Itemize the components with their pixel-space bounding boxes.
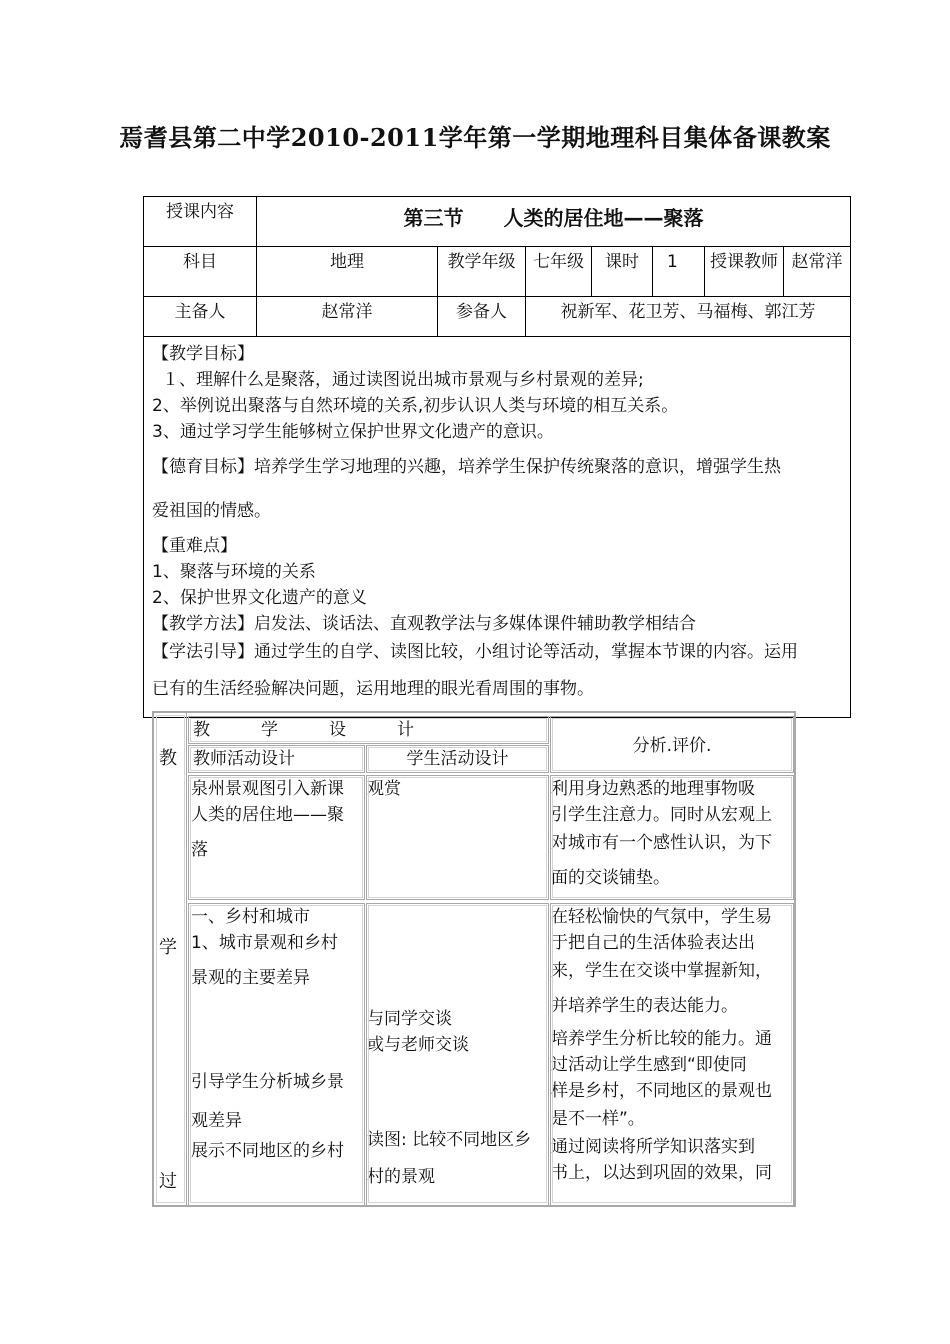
row2-student-line: 与同学交谈 [367,1009,452,1029]
row1-analysis-line: 对城市有一个感性认识，为下 [551,833,772,853]
side-char-process: 过 [159,1171,177,1192]
analysis-header: 分析.评价. [550,716,794,773]
row2-teacher-line: 展示不同地区的乡村 [191,1141,344,1161]
row1-student-line: 观赏 [367,779,401,799]
row1-teacher-line: 落 [191,840,208,860]
spacer [191,1000,364,1060]
period-label: 课时 [592,247,653,297]
study-guide-line-1: 【学法引导】通过学生的自学、读图比较，小组讨论等活动，掌握本节课的内容。运用 [152,642,798,662]
key-heading: 【重难点】 [152,536,237,556]
goal-1: １、理解什么是聚落，通过读图说出城市景观与乡村景观的差异; [162,370,644,390]
participants-label: 参备人 [438,297,526,337]
side-char-teach: 教 [159,748,177,769]
row1-analysis [550,775,794,900]
row2-teacher-line: 观差异 [191,1111,242,1131]
key-1: 1、聚落与环境的关系 [152,562,316,582]
row2-student [366,903,549,1205]
lesson-subject: 第三节 人类的居住地——聚落 [257,197,851,247]
row2-teacher-line: 一、乡村和城市 [191,907,310,927]
goal-2: 2、举例说出聚落与自然环境的关系,初步认识人类与环境的相互关系。 [152,396,679,416]
row2-teacher [188,903,365,1205]
grade-label: 教学年级 [438,247,526,297]
objectives-cell [144,337,851,718]
row2-student-line: 或与老师交谈 [367,1035,469,1055]
goal-3: 3、通过学习学生能够树立保护世界文化遗产的意识。 [152,422,554,442]
row1-analysis-line: 利用身边熟悉的地理事物吸 [551,779,755,799]
period-value: 1 [653,247,705,297]
row2-student-line: 读图: 比较不同地区乡 [367,1130,532,1150]
row2-analysis-line: 并培养学生的表达能力。 [551,996,738,1016]
goals-heading: 【教学目标】 [152,344,254,364]
row1-teacher-line: 人类的居住地——聚 [191,805,344,825]
row1-teacher-line: 泉州景观图引入新课 [191,779,344,799]
teacher-label: 授课教师 [705,247,784,297]
teacher-value: 赵常洋 [784,247,851,297]
row2-analysis-line: 通过阅读将所学知识落实到 [551,1137,755,1157]
design-header: 教 学 设 计 [188,716,549,744]
lead-label: 主备人 [144,297,257,337]
teaching-method: 【教学方法】启发法、谈话法、直观教学法与多媒体课件辅助教学相结合 [152,614,696,634]
row2-analysis-line: 过活动让学生感到“即使同 [551,1055,747,1075]
row2-analysis-line: 是不一样”。 [551,1109,645,1129]
row1-analysis-line: 面的交谈铺垫。 [551,868,670,888]
key-2: 2、保护世界文化遗产的意义 [152,588,367,608]
row2-analysis-line: 培养学生分析比较的能力。通 [551,1029,772,1049]
row2-teacher-line: 引导学生分析城乡景 [191,1072,344,1092]
row1-analysis-line: 引学生注意力。同时从宏观上 [551,805,772,825]
row2-analysis-line: 于把自己的生活体验表达出 [551,933,755,953]
subject-value: 地理 [257,247,438,297]
moral-line-2: 爱祖国的情感。 [152,501,271,521]
spacer [367,904,548,1006]
row2-analysis-line: 在轻松愉快的气氛中，学生易 [551,907,772,927]
row2-analysis-line: 样是乡村，不同地区的景观也 [551,1081,772,1101]
teacher-activity-header: 教师活动设计 [188,745,365,773]
subject-label: 科目 [144,247,257,297]
row2-analysis [550,903,794,1205]
document-title: 焉耆县第二中学2010-2011学年第一学期地理科目集体备课教案 [119,123,831,152]
row2-student-line: 村的景观 [367,1167,435,1187]
design-table [152,711,796,1207]
row2-analysis-line: 来，学生在交谈中掌握新知， [551,961,772,981]
spacer [367,1058,548,1118]
side-char-learn: 学 [159,937,177,958]
row2-analysis-line: 书上，以达到巩固的效果，同 [551,1163,772,1183]
study-guide-line-2: 已有的生活经验解决问题，运用地理的眼光看周围的事物。 [152,679,594,699]
content-label: 授课内容 [144,197,257,247]
student-activity-header: 学生活动设计 [366,745,549,773]
row2-teacher-line: 1、城市景观和乡村 [191,933,338,953]
grade-value: 七年级 [526,247,592,297]
participants-value: 祝新军、花卫芳、马福梅、郭江芳 [526,297,851,337]
row2-teacher-line: 景观的主要差异 [191,968,310,988]
moral-line-1: 【德育目标】培养学生学习地理的兴趣，培养学生保护传统聚落的意识，增强学生热 [152,457,781,477]
lesson-info-table [143,196,851,718]
row1-student [366,775,549,900]
row1-teacher [188,775,365,900]
lead-value: 赵常洋 [257,297,438,337]
